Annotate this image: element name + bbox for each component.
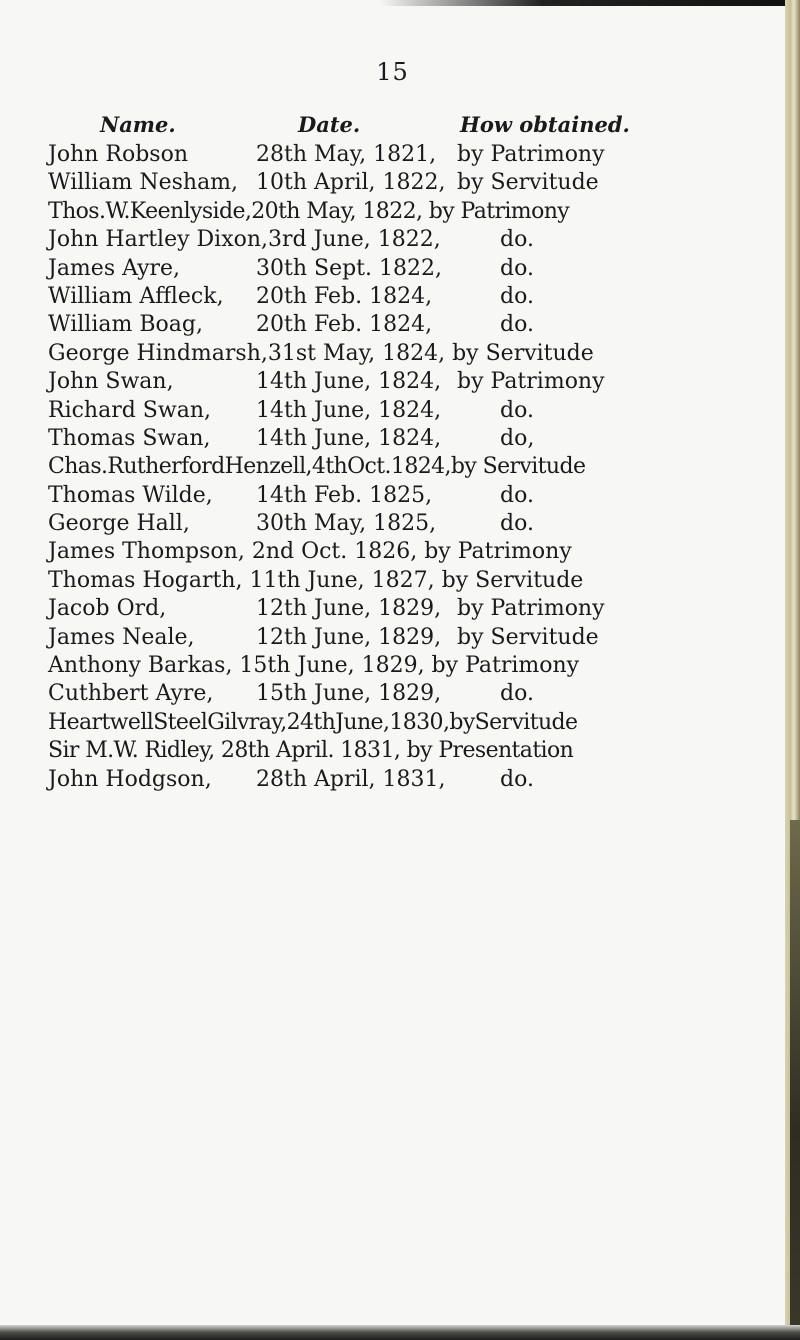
entry-how-obtained: do. — [500, 283, 534, 309]
page-edge-right-shadow — [790, 820, 800, 1340]
entry-row — [0, 680, 785, 708]
entry-full-line: George Hindmarsh,31st May, 1824, by Servitude — [48, 340, 594, 366]
entry-row — [0, 624, 785, 652]
entry-row — [0, 709, 785, 737]
entry-full-line: Sir M.W. Ridley, 28th April. 1831, by Presentation — [48, 738, 574, 764]
entry-row — [0, 652, 785, 680]
entry-row — [0, 538, 785, 566]
entry-how-obtained: do. — [500, 766, 534, 792]
entry-name: Jacob Ord, — [48, 596, 167, 622]
entry-row — [0, 198, 785, 226]
page-edge-bottom — [0, 1325, 800, 1340]
entry-date: 20th Feb. 1824, — [256, 283, 433, 309]
page-number: 15 — [376, 58, 409, 86]
entry-row — [0, 425, 785, 453]
entry-name: Richard Swan, — [48, 397, 211, 423]
entry-date: 15th June, 1829, — [256, 681, 442, 707]
entry-full-line: Thomas Hogarth, 11th June, 1827, by Servitude — [48, 567, 584, 593]
entry-date: 14th June, 1824, — [256, 397, 442, 423]
entry-row — [0, 397, 785, 425]
entry-how-obtained: by Servitude — [457, 624, 599, 650]
entry-row — [0, 567, 785, 595]
entry-row — [0, 283, 785, 311]
entry-row — [0, 340, 785, 368]
entry-row — [0, 482, 785, 510]
entry-how-obtained: do. — [500, 511, 534, 537]
entry-date: 30th Sept. 1822, — [256, 255, 442, 281]
entry-date: 12th June, 1829, — [256, 624, 442, 650]
entry-date: 14th June, 1824, — [256, 425, 442, 451]
column-header-how-obtained: How obtained. — [460, 112, 630, 137]
entry-row — [0, 141, 785, 169]
entry-name: John Robson — [48, 142, 188, 167]
entry-date: 14th Feb. 1825, — [256, 482, 433, 508]
entry-how-obtained: do. — [500, 312, 534, 338]
entry-name: William Nesham, — [48, 170, 239, 196]
entry-how-obtained: do. — [500, 681, 534, 707]
entry-row — [0, 169, 785, 197]
entry-how-obtained: by Servitude — [457, 170, 599, 196]
entry-name: John Swan, — [48, 369, 174, 395]
entry-how-obtained: do. — [500, 255, 534, 281]
entry-date: 14th June, 1824, — [256, 369, 442, 395]
entry-full-line: James Thompson, 2nd Oct. 1826, by Patrimony — [48, 539, 572, 565]
entry-row — [0, 311, 785, 339]
entry-name: James Ayre, — [48, 255, 181, 281]
entry-row — [0, 255, 785, 283]
entry-full-line: Thos.W.Keenlyside,20th May, 1822, by Patrimony — [48, 198, 570, 224]
page-edge-top — [380, 0, 785, 6]
entry-how-obtained: do, — [500, 425, 535, 451]
entry-full-line: John Hartley Dixon,3rd June, 1822, — [48, 227, 441, 253]
entry-date: 30th May, 1825, — [256, 511, 437, 537]
entry-date: 12th June, 1829, — [256, 596, 442, 622]
entry-how-obtained: by Patrimony — [457, 142, 605, 167]
entry-row — [0, 226, 785, 254]
entry-row — [0, 510, 785, 538]
column-header-date: Date. — [298, 112, 361, 137]
column-header-name: Name. — [100, 112, 176, 137]
entry-how-obtained: do. — [500, 482, 534, 508]
entry-how-obtained: by Patrimony — [457, 369, 605, 395]
column-header — [0, 112, 785, 140]
entry-date: 28th May, 1821, — [256, 142, 437, 167]
entry-name: George Hall, — [48, 511, 190, 537]
entry-name: John Hodgson, — [48, 766, 212, 792]
entry-date: 20th Feb. 1824, — [256, 312, 433, 338]
entries-list — [0, 141, 785, 794]
entry-name: William Boag, — [48, 312, 203, 338]
entry-name: Cuthbert Ayre, — [48, 681, 214, 707]
entry-full-line: Chas.RutherfordHenzell,4thOct.1824,by Servitude — [48, 454, 586, 480]
entry-row — [0, 595, 785, 623]
entry-full-line: HeartwellSteelGilvray,24thJune,1830,byServitude — [48, 709, 578, 735]
entry-how-obtained: do. — [500, 227, 534, 253]
entry-row — [0, 368, 785, 396]
entry-date: 10th April, 1822, — [256, 170, 446, 196]
entry-how-obtained: by Patrimony — [457, 596, 605, 622]
entry-name: Thomas Wilde, — [48, 482, 213, 508]
entry-row — [0, 453, 785, 481]
entry-row — [0, 766, 785, 794]
entry-full-line: Anthony Barkas, 15th June, 1829, by Patrimony — [48, 653, 580, 679]
entry-name: Thomas Swan, — [48, 425, 211, 451]
entry-row — [0, 737, 785, 765]
entry-how-obtained: do. — [500, 397, 534, 423]
entry-name: James Neale, — [48, 624, 195, 650]
entry-name: William Affleck, — [48, 283, 224, 309]
entry-date: 28th April, 1831, — [256, 766, 446, 792]
